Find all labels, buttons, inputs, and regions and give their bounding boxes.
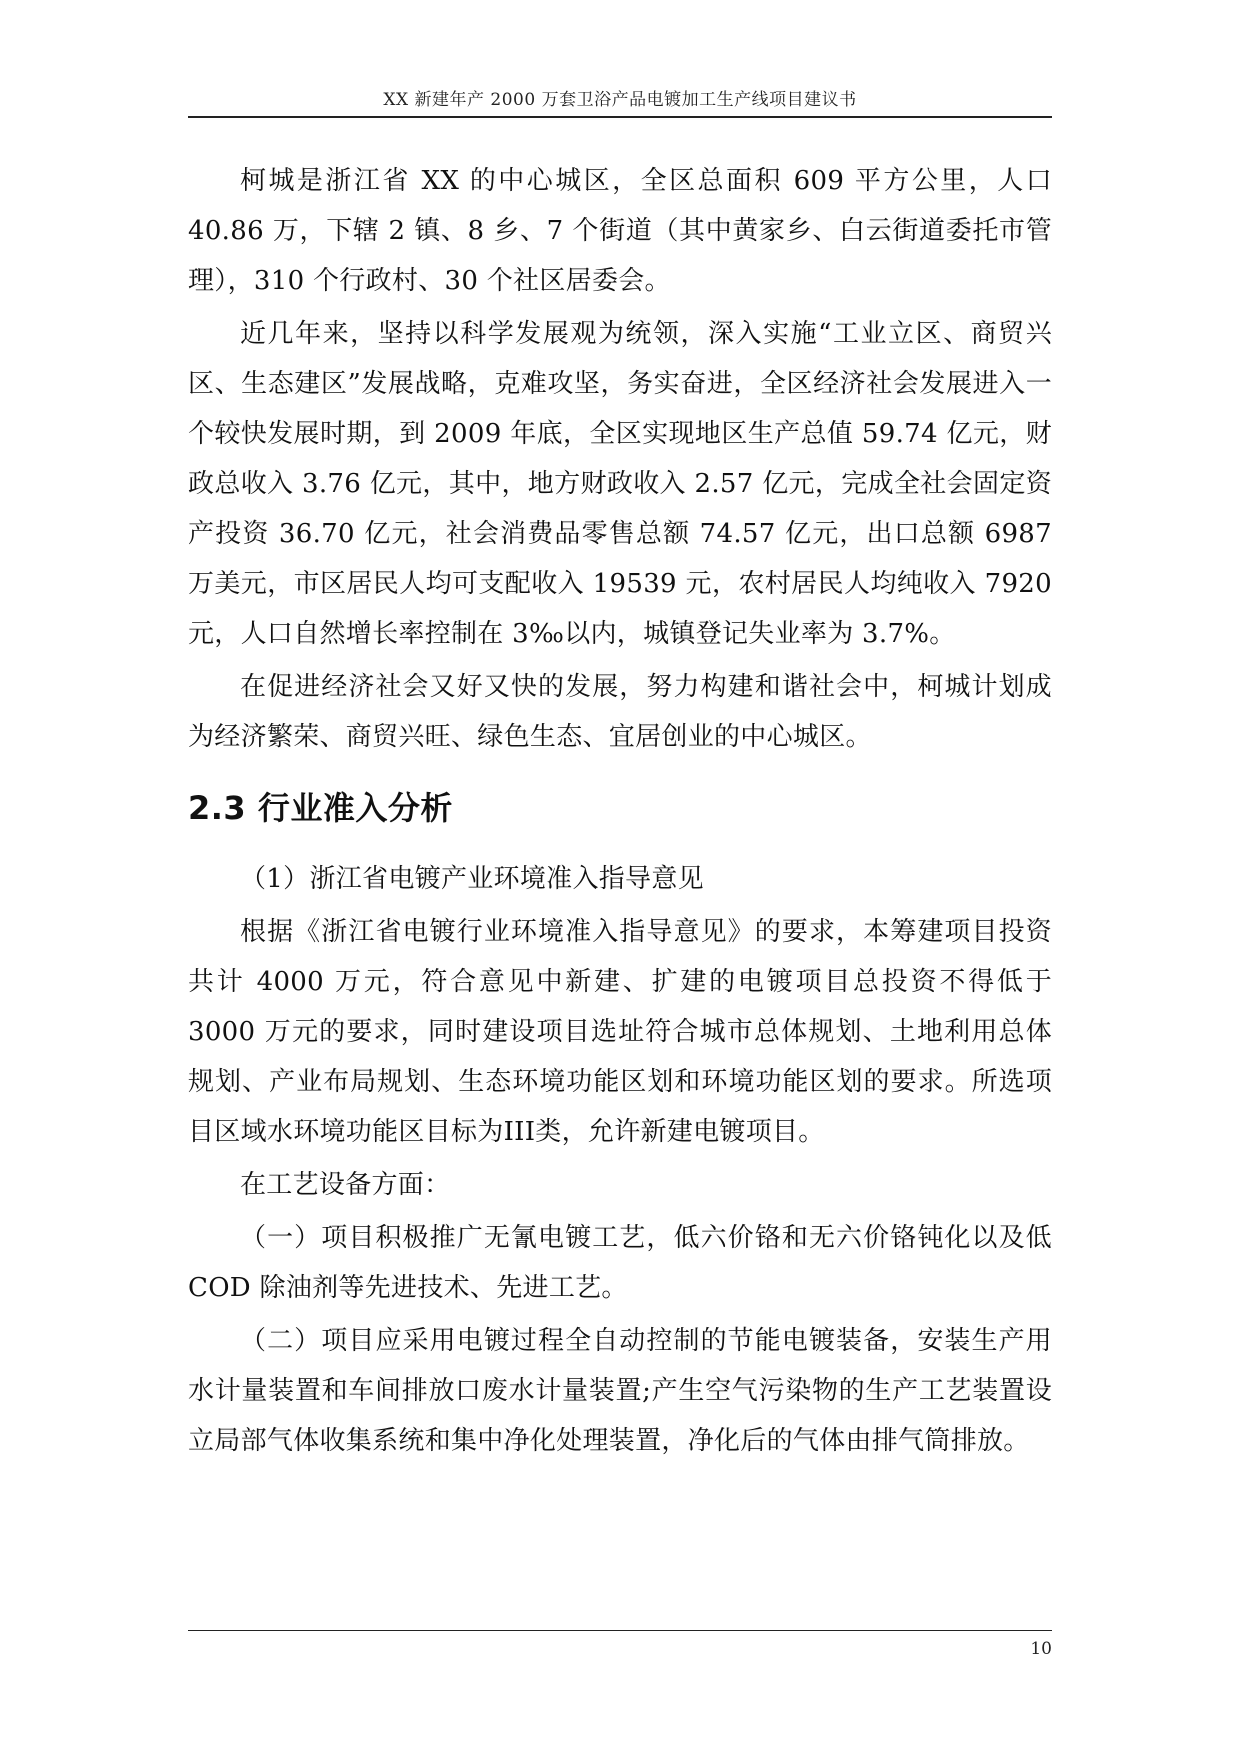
paragraph-guideline-title: （1）浙江省电镀产业环境准入指导意见 (240, 864, 704, 894)
paragraph-access-requirements: 根据《浙江省电镀行业环境准入指导意见》的要求，本筹建项目投资共计 4000 万元，符合意见中新建、扩建的电镀项目总投资不得低于 3000 万元的要求，同时建设项目选址符合城市总体规划、土地利用总体规划、产业布局规划、生态环境功能区划和环境功能区划的要求。所选项目区域水环境功能区目标为III类，允许新建电镀项目。 (188, 917, 1052, 1147)
running-header: XX 新建年产 2000 万套卫浴产品电镀加工生产线项目建议书 (383, 90, 857, 110)
page-number: 10 (1030, 1639, 1052, 1659)
paragraph-item-two: （二）项目应采用电镀过程全自动控制的节能电镀装备，安装生产用水计量装置和车间排放口废水计量装置;产生空气污染物的生产工艺装置设立局部气体收集系统和集中净化处理装置，净化后的气体由排气筒排放。 (188, 1326, 1052, 1456)
paragraph-process-equipment-intro: 在工艺设备方面： (240, 1170, 451, 1200)
header-rule (188, 116, 1052, 118)
paragraph-kecheng-overview: 柯城是浙江省 XX 的中心城区，全区总面积 609 平方公里，人口 40.86 万，下辖 2 镇、8 乡、7 个街道（其中黄家乡、白云街道委托市管理），310 个行政村、30 个社区居委会。 (188, 166, 1052, 296)
paragraph-city-plan: 在促进经济社会又好又快的发展，努力构建和谐社会中，柯城计划成为经济繁荣、商贸兴旺、绿色生态、宜居创业的中心城区。 (188, 672, 1052, 752)
paragraph-item-one: （一）项目积极推广无氰电镀工艺，低六价铬和无六价铬钝化以及低 COD 除油剂等先进技术、先进工艺。 (188, 1223, 1052, 1303)
section-heading-2-3: 2.3 行业准入分析 (188, 789, 453, 827)
document-body (188, 156, 1052, 1469)
paragraph-economic-development: 近几年来，坚持以科学发展观为统领，深入实施“工业立区、商贸兴区、生态建区”发展战略，克难攻坚，务实奋进，全区经济社会发展进入一个较快发展时期，到 2009 年底，全区实现地区生产总值 59.74 亿元，财政总收入 3.76 亿元，其中，地方财政收入 2.57 亿元，完成全社会固定资产投资 36.70 亿元，社会消费品零售总额 74.57 亿元，出口总额 6987 万美元，市区居民人均可支配收入 19539 元，农村居民人均纯收入 7920 元，人口自然增长率控制在 3‰以内，城镇登记失业率为 3.7%。 (188, 319, 1052, 649)
footer-rule (188, 1630, 1052, 1631)
